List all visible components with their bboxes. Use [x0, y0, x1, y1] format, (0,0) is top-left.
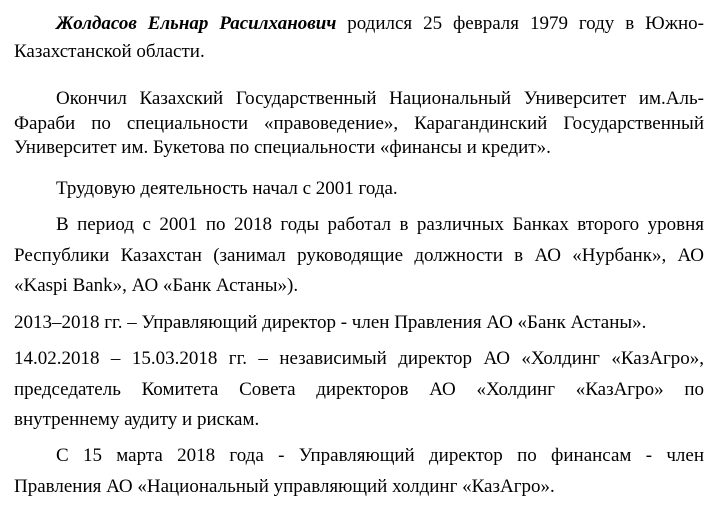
paragraph-kazagro-line-2: председатель Комитета Совета директоров АО «Холдинг «КазАгро» по [14, 379, 704, 400]
paragraph-banks-line-2: Республики Казахстан (занимал руководящие должности в АО «Нурбанк», АО [14, 245, 704, 266]
paragraph-education-line-1: Окончил Казахский Государственный Национальный Университет им.Аль- [56, 88, 704, 109]
paragraph-current-line-1: С 15 марта 2018 года - Управляющий директор по финансам - член [56, 445, 704, 466]
paragraph-bank-astana: 2013–2018 гг. – Управляющий директор - член Правления АО «Банк Астаны». [14, 312, 647, 333]
paragraph-banks-line-3: «Kaspi Bank», АО «Банк Астаны»). [14, 275, 299, 296]
paragraph-education-line-3: Университет им. Букетова по специальности «финансы и кредит». [14, 137, 551, 158]
paragraph-banks-line-1: В период с 2001 по 2018 годы работал в различных Банках второго уровня [56, 214, 704, 235]
paragraph-birth-line-1 [56, 12, 704, 36]
paragraph-birth-line-2: Казахстанской области. [14, 41, 205, 62]
paragraph-kazagro-line-1: 14.02.2018 – 15.03.2018 гг. – независимый директор АО «Холдинг «КазАгро», [14, 348, 704, 369]
paragraph-education-line-2: Фараби по специальности «правоведение», Карагандинский Государственный [14, 113, 704, 134]
person-name: Жолдасов Ельнар Расилханович [56, 13, 337, 34]
paragraph-current-line-2: Правления АО «Национальный управляющий холдинг «КазАгро». [14, 476, 555, 497]
birth-text: родился 25 февраля 1979 году в Южно- [336, 13, 704, 34]
paragraph-kazagro-line-3: внутреннему аудиту и рискам. [14, 409, 260, 430]
paragraph-career-start: Трудовую деятельность начал с 2001 года. [56, 178, 398, 199]
